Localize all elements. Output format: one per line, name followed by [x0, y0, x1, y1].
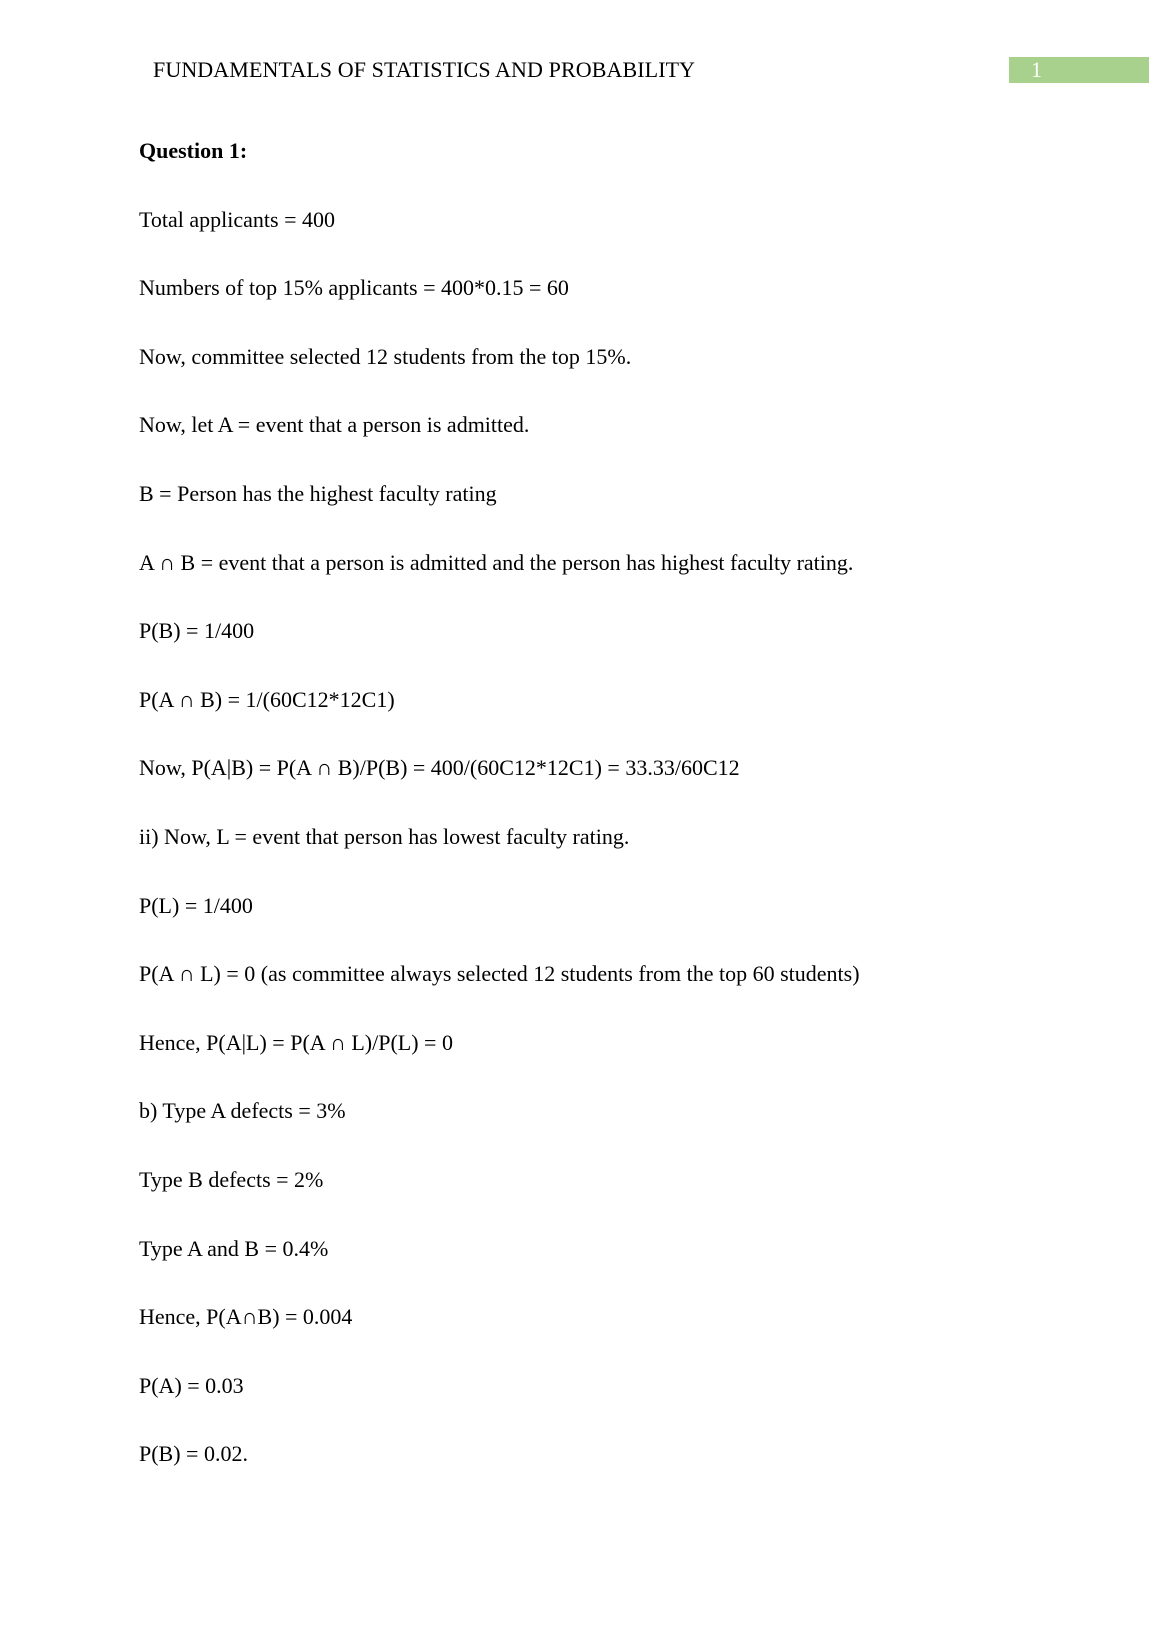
- paragraph-line: P(L) = 1/400: [139, 892, 253, 918]
- paragraph-line: ii) Now, L = event that person has lowest faculty rating.: [139, 823, 630, 849]
- paragraph-line: Type B defects = 2%: [139, 1166, 324, 1192]
- paragraph-line: b) Type A defects = 3%: [139, 1098, 346, 1124]
- paragraph-line: Total applicants = 400: [139, 206, 335, 232]
- page-number-badge: [1009, 57, 1149, 83]
- paragraph-line: Hence, P(A|L) = P(A ∩ L)/P(L) = 0: [139, 1029, 453, 1055]
- document-body: [139, 137, 1099, 1509]
- page-number: 1: [1031, 57, 1042, 82]
- question-heading: Question 1:: [139, 138, 248, 163]
- paragraph-line: P(B) = 0.02.: [139, 1441, 248, 1467]
- paragraph-line: Now, P(A|B) = P(A ∩ B)/P(B) = 400/(60C12*12C1) = 33.33/60C12: [139, 755, 740, 781]
- paragraph-line: P(A ∩ L) = 0 (as committee always selected 12 students from the top 60 students): [139, 961, 860, 987]
- paragraph-line: Type A and B = 0.4%: [139, 1235, 329, 1261]
- paragraph-line: Now, committee selected 12 students from the top 15%.: [139, 343, 632, 369]
- paragraph-line: Hence, P(A∩B) = 0.004: [139, 1304, 353, 1330]
- paragraph-line: B = Person has the highest faculty rating: [139, 480, 497, 506]
- paragraph-line: P(A) = 0.03: [139, 1372, 244, 1398]
- running-head-title: FUNDAMENTALS OF STATISTICS AND PROBABILITY: [153, 57, 696, 82]
- paragraph-line: P(A ∩ B) = 1/(60C12*12C1): [139, 686, 395, 712]
- paragraph-line: Numbers of top 15% applicants = 400*0.15 = 60: [139, 275, 569, 301]
- paragraph-line: Now, let A = event that a person is admitted.: [139, 412, 530, 438]
- paragraph-line: A ∩ B = event that a person is admitted and the person has highest faculty rating.: [139, 549, 854, 575]
- paragraph-line: P(B) = 1/400: [139, 618, 255, 644]
